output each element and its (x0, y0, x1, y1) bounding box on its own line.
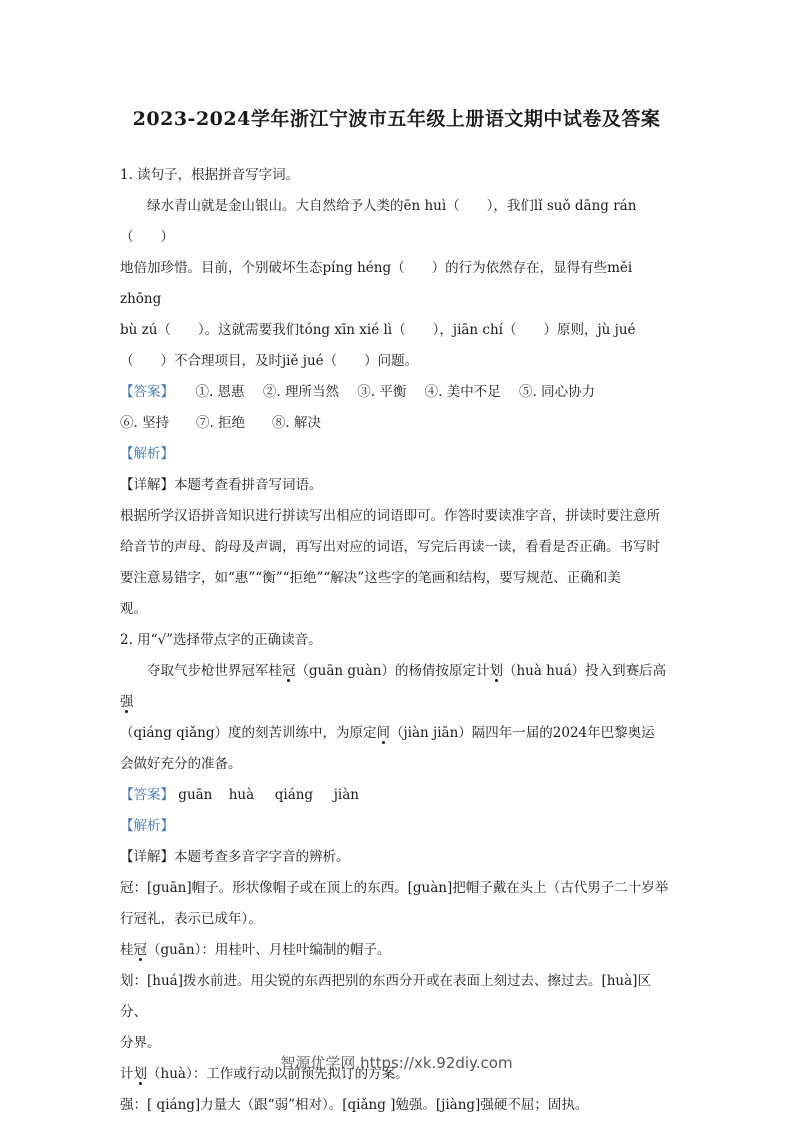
answer-item: ⑧. 解决 (271, 415, 322, 431)
q2-passage-line-3: 会做好充分的准备。 (120, 756, 242, 772)
question-1: 1. 读句子，根据拼音写字词。 (120, 167, 300, 183)
document-body (120, 160, 676, 1121)
detail-text: 本题考查看拼音写词语。 (174, 477, 323, 493)
q1-passage-line-2: 地倍加珍惜。目前，个别破坏生态píng héng（ ）的行为依然存在，显得有些měi zhōng (120, 260, 633, 307)
footer-watermark: 智源优学网 https://xk.92diy.com (280, 1054, 513, 1072)
text-segment: （huà huá）投入到赛后高 (502, 663, 667, 679)
q1-explanation-line-3: 要注意易错字，如“惠”“衡”“拒绝”“解决”这些字的笔画和结构，要写规范、正确和美 (120, 570, 621, 586)
text-segment: （huà）：工作或行动以前预先拟订的方案。 (147, 1066, 409, 1082)
dotted-char: 冠 (282, 663, 296, 679)
answer-item: ②. 理所当然 (262, 384, 339, 400)
dotted-char: 间 (376, 725, 390, 741)
dotted-char: 划 (133, 1066, 147, 1082)
q1-explanation-line-4: 观。 (120, 601, 147, 617)
q1-explanation-line-1: 根据所学汉语拼音知识进行拼读写出相应的词语即可。作答时要读准字音，拼读时要注意所 (120, 508, 660, 524)
qiang-line: 强：[ qiáng]力量大（跟“弱”相对）。[qiǎng ]勉强。[jiàng]强硬不屈；固执。 (120, 1097, 589, 1113)
answer-item: ④. 美中不足 (424, 384, 501, 400)
guiguan-line (120, 935, 676, 966)
answer-label: 【答案】 (120, 384, 174, 400)
answer-item: ③. 平衡 (357, 384, 407, 400)
dotted-char: 冠 (133, 942, 147, 958)
q1-explanation-line-2: 给音节的声母、韵母及声调，再写出对应的词语，写完后再读一读，看看是否正确。书写时 (120, 539, 660, 555)
hua-line-1: 划：[huá]拨水前进。用尖锐的东西把别的东西分开或在表面上刻过去、擦过去。[huà]区分、 (120, 973, 651, 1020)
analysis-label: 【解析】 (120, 818, 174, 834)
text-segment: 夺取气步枪世界冠军桂 (147, 663, 282, 679)
detail-text: 本题考查多音字字音的辨析。 (174, 849, 350, 865)
question-2: 2. 用“√”选择带点字的正确读音。 (120, 632, 322, 648)
q2-passage-line-2 (120, 718, 676, 749)
text-segment: （qiáng qiǎng）度的刻苦训练中，为原定 (120, 725, 377, 741)
q2-answers (120, 780, 676, 811)
answer-label: 【答案】 (120, 787, 174, 803)
q2-passage-line-1 (120, 656, 676, 718)
q1-passage-line-3: bù zú（ ）。这就需要我们tóng xīn xié lì（ ），jiān chí（ ）原则，jù jué (120, 322, 636, 338)
text-segment: 桂 (120, 942, 134, 958)
page-title: 2023-2024学年浙江宁波市五年级上册语文期中试卷及答案 (132, 108, 661, 130)
text-segment: 计 (120, 1066, 134, 1082)
answer-item: huà (228, 787, 255, 803)
answer-item: qiáng (274, 787, 314, 803)
hua-line-2: 分界。 (120, 1035, 161, 1051)
answer-item: ⑤. 同心协力 (519, 384, 596, 400)
q1-detail (120, 470, 676, 501)
text-segment: （jiàn jiān）隔四年一届的2024年巴黎奥运 (389, 725, 655, 741)
q2-detail (120, 842, 676, 873)
answer-item: jiàn (333, 787, 359, 803)
answer-item: ⑦. 拒绝 (195, 415, 246, 431)
dotted-char: 划 (489, 663, 503, 679)
text-segment: （guān）：用桂叶、月桂叶编制的帽子。 (147, 942, 391, 958)
dotted-char: 强 (120, 694, 134, 710)
answer-item: guān (178, 787, 213, 803)
guan-line-1: 冠：[guān]帽子。形状像帽子或在顶上的东西。[guàn]把帽子戴在头上（古代男子二十岁举 (120, 880, 669, 896)
detail-label: 【详解】 (120, 849, 174, 865)
answer-item: ①. 恩惠 (195, 384, 245, 400)
answer-item: ⑥. 坚持 (120, 415, 170, 431)
q1-passage-line-1: 绿水青山就是金山银山。大自然给予人类的ēn huì（ ），我们lǐ suǒ dāng rán（ ） (120, 198, 637, 245)
q1-passage-line-4: （ ）不合理项目，及时jiě jué（ ）问题。 (120, 353, 419, 369)
detail-label: 【详解】 (120, 477, 174, 493)
q1-answers-line-1 (120, 377, 676, 408)
guan-line-2: 行冠礼，表示已成年）。 (120, 911, 262, 927)
text-segment: （guān guàn）的杨倩按原定计 (295, 663, 490, 679)
q1-answers-line-2 (120, 408, 676, 439)
analysis-label: 【解析】 (120, 446, 174, 462)
